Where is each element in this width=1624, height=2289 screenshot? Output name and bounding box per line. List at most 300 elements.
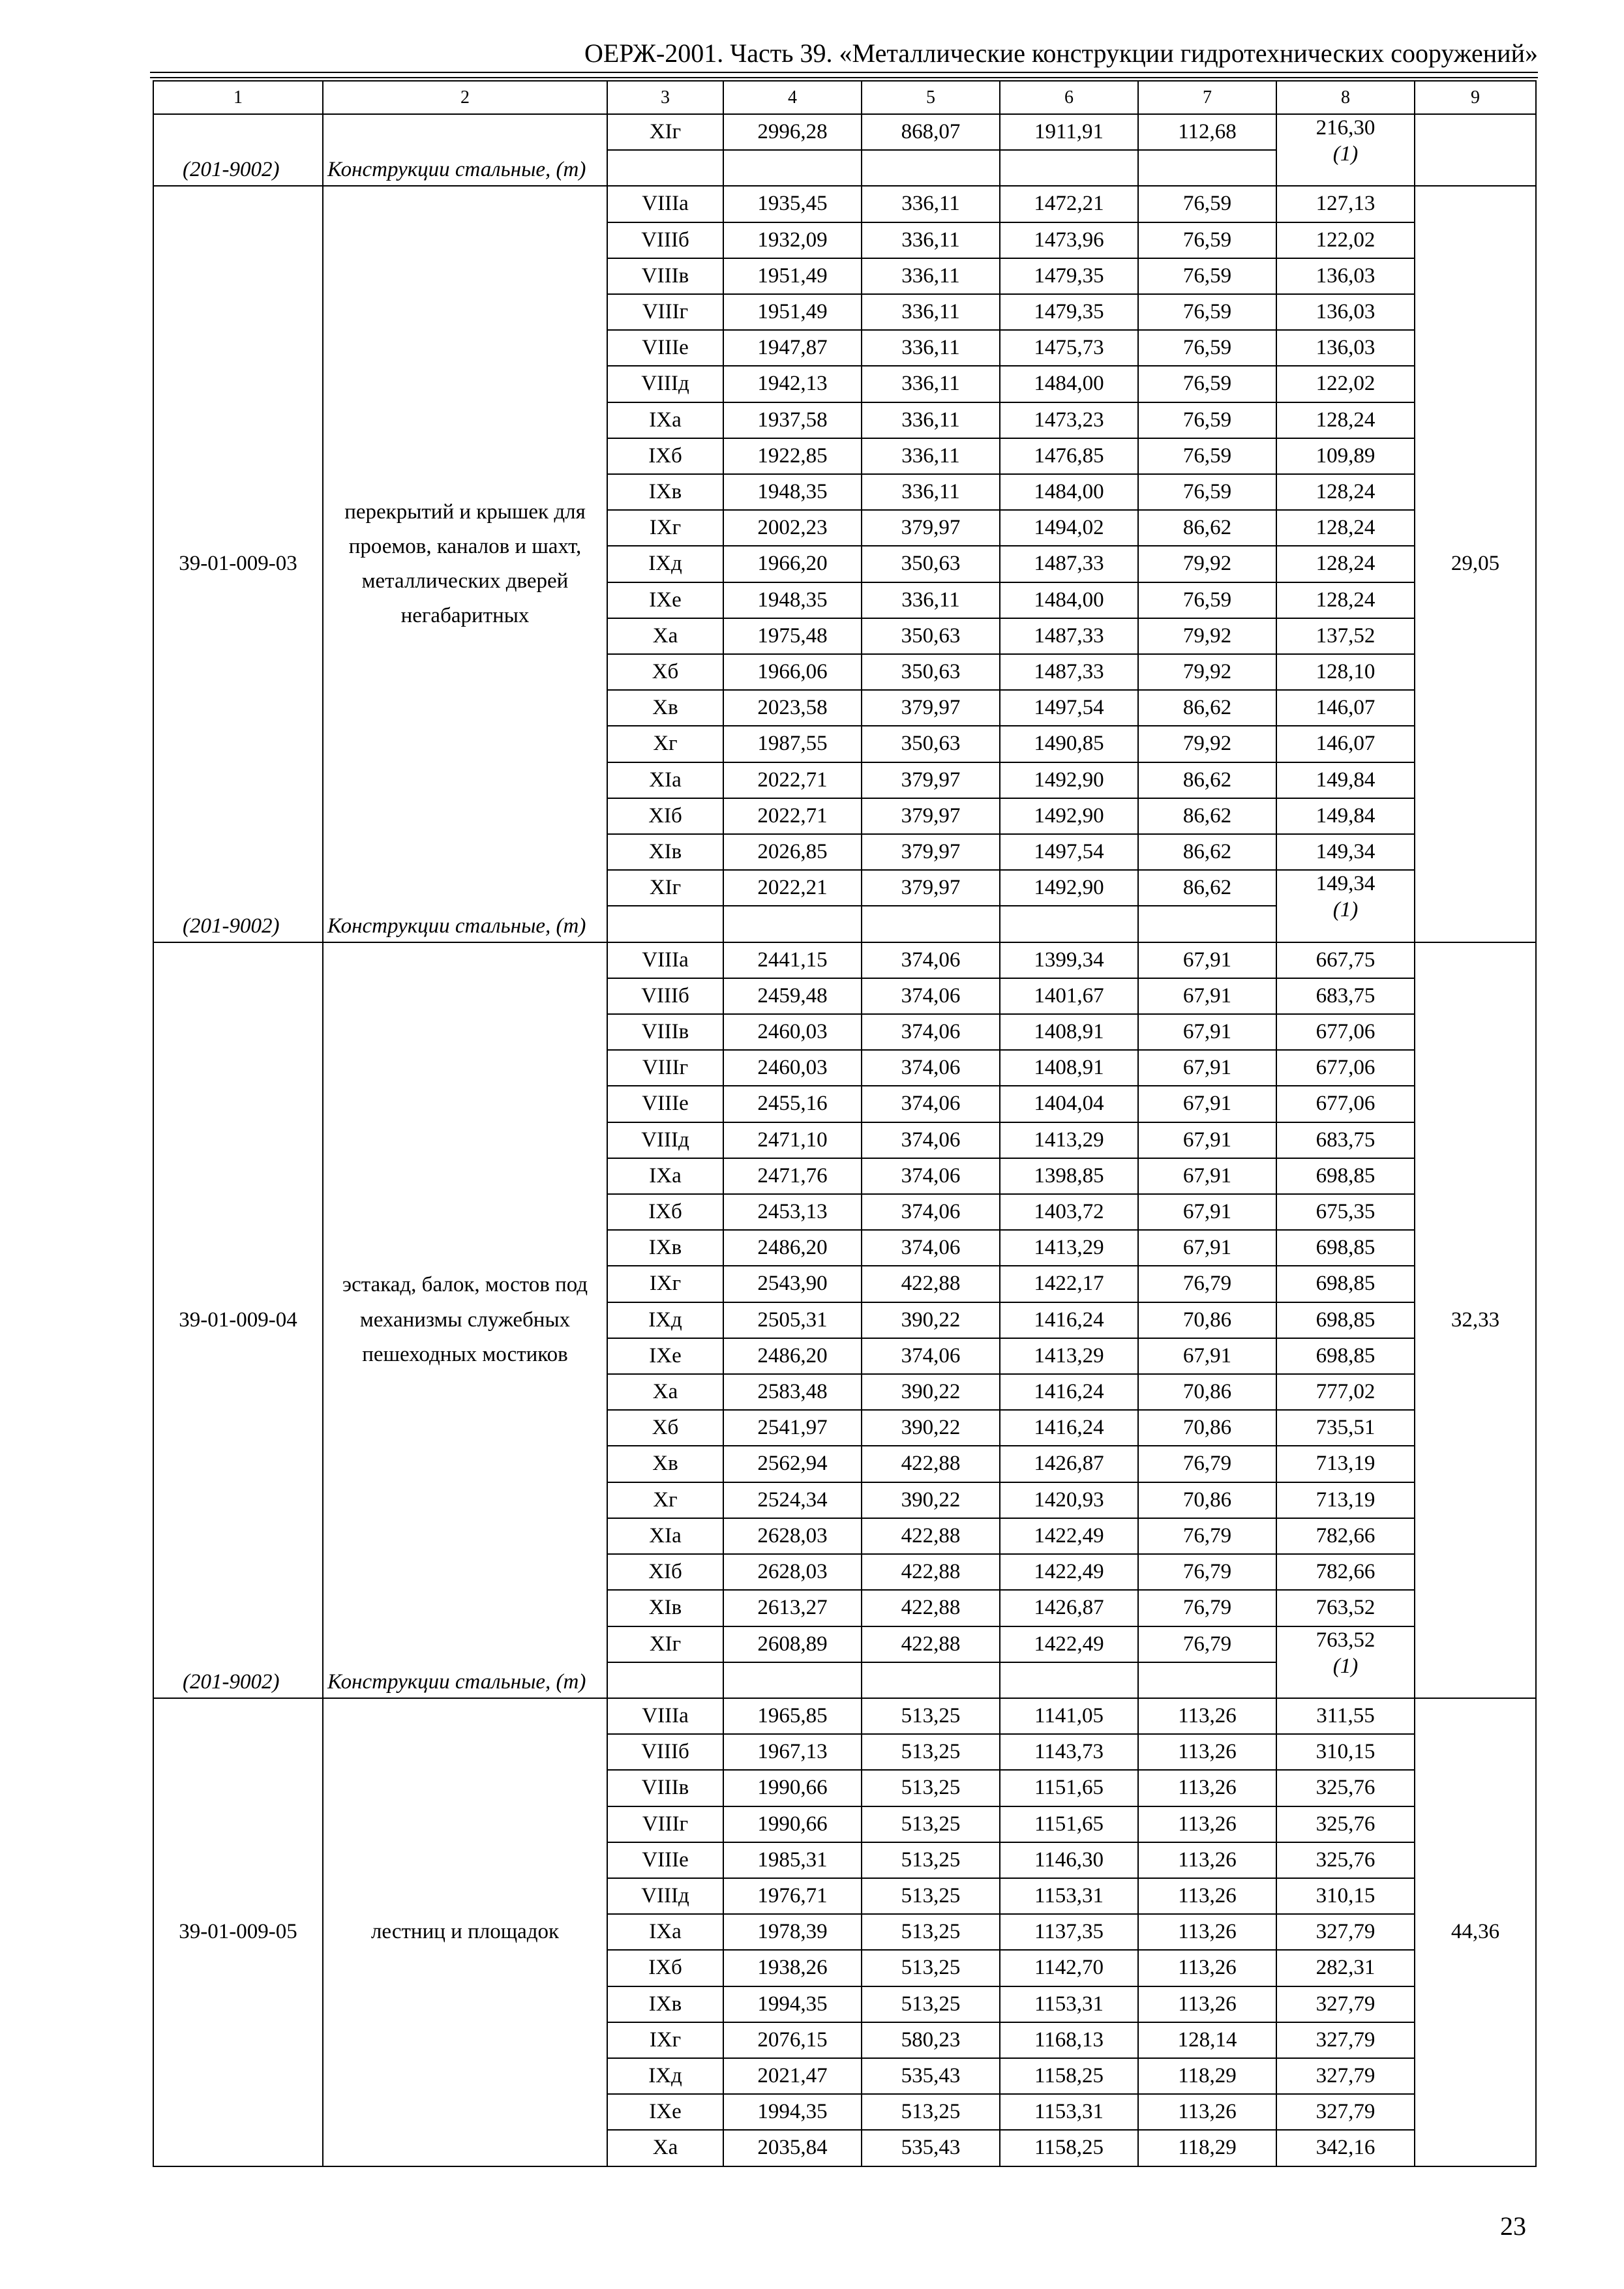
rate-code: 39-01-009-04 <box>179 1308 297 1332</box>
value-cell-c4: 2996,28 <box>723 114 862 150</box>
value-cell-c6: 1490,85 <box>1000 726 1138 762</box>
page-header-title: ОЕРЖ-2001. Часть 39. «Металлические конструкции гидротехнических сооружений» <box>584 38 1538 68</box>
value-cell-c8: 698,85 <box>1276 1158 1415 1194</box>
zone-cell: VIIIв <box>607 258 723 294</box>
header-rule-bottom <box>150 77 1538 78</box>
zone-cell: IXб <box>607 1950 723 1986</box>
value-cell-c8: 122,02 <box>1276 222 1415 258</box>
value-cell-c4: 2613,27 <box>723 1590 862 1626</box>
value-cell-c4: 2460,03 <box>723 1050 862 1086</box>
empty-cell <box>1138 906 1276 942</box>
value-cell-c7: 76,59 <box>1138 330 1276 366</box>
value-cell-c5: 350,63 <box>862 654 1000 690</box>
zone-cell: VIIIв <box>607 1014 723 1050</box>
zone-cell: IXв <box>607 1986 723 2022</box>
value-cell-c8: 683,75 <box>1276 978 1415 1014</box>
value-cell-c8: 698,85 <box>1276 1338 1415 1374</box>
extra-value-cell <box>1415 114 1536 186</box>
value-cell-c8: 677,06 <box>1276 1014 1415 1050</box>
column-number: 5 <box>862 81 1000 114</box>
value-cell-c5: 513,25 <box>862 2094 1000 2130</box>
value-cell-c7: 76,59 <box>1138 474 1276 510</box>
empty-cell <box>723 1662 862 1698</box>
value-cell-c8: 149,34 <box>1276 834 1415 870</box>
zone-cell: Xг <box>607 726 723 762</box>
value-cell-c5: 374,06 <box>862 942 1000 978</box>
zone-cell: VIIIа <box>607 1698 723 1734</box>
value-cell-c5: 535,43 <box>862 2130 1000 2166</box>
value-cell-c6: 1492,90 <box>1000 870 1138 906</box>
value-cell-c6: 1408,91 <box>1000 1014 1138 1050</box>
value-cell-c5: 350,63 <box>862 618 1000 654</box>
zone-cell: VIIIе <box>607 1086 723 1122</box>
value-cell-c8: 325,76 <box>1276 1770 1415 1806</box>
value-cell-c4: 1994,35 <box>723 1986 862 2022</box>
value-cell-c4: 2541,97 <box>723 1410 862 1446</box>
value-cell-c4: 2022,71 <box>723 762 862 798</box>
resource-code: (201-9002) <box>183 914 280 938</box>
value-cell-c8: 128,24 <box>1276 402 1415 438</box>
value-cell-c5: 336,11 <box>862 222 1000 258</box>
value-cell-c5: 513,25 <box>862 1878 1000 1914</box>
zone-cell: VIIIе <box>607 330 723 366</box>
value-cell-c5: 379,97 <box>862 762 1000 798</box>
value-cell-c7: 67,91 <box>1138 942 1276 978</box>
value-cell-c4: 2583,48 <box>723 1374 862 1410</box>
column-number: 9 <box>1415 81 1536 114</box>
zone-cell: VIIIд <box>607 366 723 402</box>
resource-code: (201-9002) <box>183 1669 280 1694</box>
column-number: 6 <box>1000 81 1138 114</box>
value-cell-c4: 1965,85 <box>723 1698 862 1734</box>
value-cell-c4: 1951,49 <box>723 258 862 294</box>
zone-cell: VIIIе <box>607 1842 723 1878</box>
work-name: эстакад, балок, мостов под механизмы служебных пешеходных мостиков <box>342 1273 588 1366</box>
zone-cell: Xа <box>607 1374 723 1410</box>
value-cell-c4: 2460,03 <box>723 1014 862 1050</box>
value-cell-c8: 146,07 <box>1276 690 1415 726</box>
value-c8: 149,34 <box>1316 872 1376 896</box>
work-name-cell <box>323 186 607 942</box>
value-cell-c4: 2628,03 <box>723 1554 862 1590</box>
zone-cell: IXг <box>607 1266 723 1302</box>
zone-cell: IXе <box>607 582 723 618</box>
value-cell-c5: 374,06 <box>862 1050 1000 1086</box>
value-cell-c4: 1975,48 <box>723 618 862 654</box>
zone-cell: IXд <box>607 1302 723 1338</box>
value-cell-c5: 336,11 <box>862 402 1000 438</box>
rate-code: 39-01-009-03 <box>179 552 297 576</box>
zone-cell: VIIIв <box>607 1770 723 1806</box>
rates-table <box>153 80 1537 2167</box>
value-cell-c5: 374,06 <box>862 1014 1000 1050</box>
value-cell-c6: 1492,90 <box>1000 798 1138 834</box>
work-name-cell <box>323 114 607 186</box>
zone-cell: Xб <box>607 1410 723 1446</box>
value-cell-c5: 580,23 <box>862 2022 1000 2058</box>
resource-name: Конструкции стальные, (т) <box>327 158 586 182</box>
value-cell-c6: 1399,34 <box>1000 942 1138 978</box>
value-cell-c7: 86,62 <box>1138 834 1276 870</box>
value-cell-c6: 1413,29 <box>1000 1338 1138 1374</box>
value-cell-c7: 76,79 <box>1138 1518 1276 1554</box>
value-cell-c6: 1494,02 <box>1000 510 1138 546</box>
column-number: 7 <box>1138 81 1276 114</box>
value-cell-c5: 374,06 <box>862 1086 1000 1122</box>
extra-value-cell: 44,36 <box>1415 1698 1536 2166</box>
value-cell-c4: 2076,15 <box>723 2022 862 2058</box>
value-cell-c6: 1426,87 <box>1000 1590 1138 1626</box>
value-cell-c4: 1937,58 <box>723 402 862 438</box>
value-cell-c4: 2543,90 <box>723 1266 862 1302</box>
value-cell-c6: 1416,24 <box>1000 1374 1138 1410</box>
value-cell-c5: 422,88 <box>862 1446 1000 1482</box>
value-cell-c6: 1141,05 <box>1000 1698 1138 1734</box>
value-cell-c4: 2002,23 <box>723 510 862 546</box>
value-cell-c5: 513,25 <box>862 1698 1000 1734</box>
value-cell-c4: 2608,89 <box>723 1626 862 1662</box>
resource-name: Конструкции стальные, (т) <box>327 914 586 938</box>
value-cell-c4: 2562,94 <box>723 1446 862 1482</box>
value-cell-c6: 1143,73 <box>1000 1734 1138 1770</box>
value-cell-c8: 137,52 <box>1276 618 1415 654</box>
value-cell-c6: 1416,24 <box>1000 1302 1138 1338</box>
value-cell-c8: 342,16 <box>1276 2130 1415 2166</box>
value-cell-c7: 76,79 <box>1138 1446 1276 1482</box>
value-cell-c7: 118,29 <box>1138 2130 1276 2166</box>
empty-cell <box>1000 150 1138 186</box>
value-cell-c8: 698,85 <box>1276 1230 1415 1266</box>
value-cell-c8: 327,79 <box>1276 2094 1415 2130</box>
value-cell-c7: 76,79 <box>1138 1626 1276 1662</box>
value-cell-c6: 1484,00 <box>1000 582 1138 618</box>
value-cell-c8: 146,07 <box>1276 726 1415 762</box>
value-cell-c4: 1947,87 <box>723 330 862 366</box>
resource-qty: (1) <box>1332 1654 1359 1678</box>
empty-cell <box>862 906 1000 942</box>
resource-qty: (1) <box>1332 142 1359 166</box>
empty-cell <box>607 906 723 942</box>
value-cell-c6: 1422,49 <box>1000 1518 1138 1554</box>
value-cell-c6: 1479,35 <box>1000 258 1138 294</box>
value-cell-c6: 1487,33 <box>1000 654 1138 690</box>
value-cell-c8: 128,24 <box>1276 546 1415 582</box>
value-cell-c8: 327,79 <box>1276 1986 1415 2022</box>
value-cell-c7: 79,92 <box>1138 618 1276 654</box>
value-cell-c7: 79,92 <box>1138 654 1276 690</box>
zone-cell: VIIIа <box>607 942 723 978</box>
value-cell-c5: 336,11 <box>862 258 1000 294</box>
value-cell-c6: 1479,35 <box>1000 294 1138 330</box>
resource-code: (201-9002) <box>183 158 280 182</box>
value-cell-c8: 128,24 <box>1276 582 1415 618</box>
zone-cell: XIв <box>607 1590 723 1626</box>
value-cell-c7: 79,92 <box>1138 726 1276 762</box>
header-rule-top <box>150 72 1538 73</box>
zone-cell: Xб <box>607 654 723 690</box>
zone-cell: Xг <box>607 1482 723 1518</box>
value-cell-c7: 76,59 <box>1138 402 1276 438</box>
value-cell-c4: 2022,71 <box>723 798 862 834</box>
zone-cell: IXг <box>607 510 723 546</box>
value-cell-c7: 76,59 <box>1138 438 1276 474</box>
zone-cell: VIIIб <box>607 222 723 258</box>
value-cell-c6: 1416,24 <box>1000 1410 1138 1446</box>
column-number: 4 <box>723 81 862 114</box>
value-cell-c6: 1137,35 <box>1000 1914 1138 1950</box>
value-cell-c4: 1948,35 <box>723 474 862 510</box>
value-cell-c7: 113,26 <box>1138 1950 1276 1986</box>
value-cell-c5: 390,22 <box>862 1482 1000 1518</box>
value-cell-c7: 67,91 <box>1138 1338 1276 1374</box>
value-cell-c5: 513,25 <box>862 1986 1000 2022</box>
value-cell-c5: 513,25 <box>862 1842 1000 1878</box>
value-cell-c8: 698,85 <box>1276 1302 1415 1338</box>
value-cell-c5: 374,06 <box>862 1230 1000 1266</box>
value-cell-c8: 310,15 <box>1276 1734 1415 1770</box>
value-cell-c7: 76,59 <box>1138 366 1276 402</box>
value-cell-c8: 782,66 <box>1276 1554 1415 1590</box>
resource-qty: (1) <box>1332 898 1359 922</box>
value-cell-c6: 1158,25 <box>1000 2058 1138 2094</box>
value-cell-c5: 379,97 <box>862 798 1000 834</box>
value-cell-c5: 379,97 <box>862 834 1000 870</box>
zone-cell: XIг <box>607 114 723 150</box>
value-cell-c5: 374,06 <box>862 1122 1000 1158</box>
column-number: 1 <box>153 81 323 114</box>
value-cell-c7: 67,91 <box>1138 978 1276 1014</box>
value-cell-c7: 70,86 <box>1138 1482 1276 1518</box>
value-cell-c6: 1472,21 <box>1000 186 1138 222</box>
value-cell-c5: 374,06 <box>862 1158 1000 1194</box>
value-cell-c6: 1487,33 <box>1000 546 1138 582</box>
work-name: лестниц и площадок <box>370 1920 560 1944</box>
value-cell-c7: 86,62 <box>1138 798 1276 834</box>
work-name-cell <box>323 942 607 1698</box>
value-cell-c4: 2035,84 <box>723 2130 862 2166</box>
value-cell-c4: 1985,31 <box>723 1842 862 1878</box>
zone-cell: IXа <box>607 402 723 438</box>
value-cell-c4: 2022,21 <box>723 870 862 906</box>
table-row <box>153 942 1536 978</box>
value-cell-c6: 1158,25 <box>1000 2130 1138 2166</box>
value-cell-c8: 127,13 <box>1276 186 1415 222</box>
value-cell-c5: 379,97 <box>862 870 1000 906</box>
value-cell-c7: 86,62 <box>1138 870 1276 906</box>
value-cell-c8 <box>1276 870 1415 942</box>
value-cell-c4: 2486,20 <box>723 1230 862 1266</box>
rate-code-cell <box>153 186 323 942</box>
value-c8: 216,30 <box>1316 116 1376 140</box>
zone-cell: XIг <box>607 1626 723 1662</box>
value-cell-c7: 112,68 <box>1138 114 1276 150</box>
value-cell-c5: 379,97 <box>862 690 1000 726</box>
value-cell-c8: 325,76 <box>1276 1806 1415 1842</box>
work-name-cell <box>323 1698 607 2166</box>
value-cell-c7: 76,59 <box>1138 222 1276 258</box>
value-cell-c8: 735,51 <box>1276 1410 1415 1446</box>
value-cell-c6: 1153,31 <box>1000 2094 1138 2130</box>
value-cell-c4: 1938,26 <box>723 1950 862 1986</box>
value-cell-c4: 1935,45 <box>723 186 862 222</box>
value-cell-c6: 1497,54 <box>1000 834 1138 870</box>
value-cell-c5: 350,63 <box>862 726 1000 762</box>
value-cell-c7: 86,62 <box>1138 762 1276 798</box>
zone-cell: VIIIд <box>607 1122 723 1158</box>
zone-cell: IXв <box>607 1230 723 1266</box>
empty-cell <box>723 150 862 186</box>
value-cell-c5: 390,22 <box>862 1374 1000 1410</box>
value-cell-c7: 86,62 <box>1138 690 1276 726</box>
value-cell-c5: 513,25 <box>862 1806 1000 1842</box>
value-cell-c7: 128,14 <box>1138 2022 1276 2058</box>
resource-name: Конструкции стальные, (т) <box>327 1669 586 1694</box>
zone-cell: IXа <box>607 1158 723 1194</box>
value-cell-c6: 1492,90 <box>1000 762 1138 798</box>
value-cell-c8: 327,79 <box>1276 2022 1415 2058</box>
value-cell-c4: 2441,15 <box>723 942 862 978</box>
value-cell-c8: 282,31 <box>1276 1950 1415 1986</box>
extra-value-cell: 32,33 <box>1415 942 1536 1698</box>
zone-cell: Xа <box>607 618 723 654</box>
value-cell-c8: 713,19 <box>1276 1446 1415 1482</box>
value-cell-c5: 336,11 <box>862 582 1000 618</box>
value-cell-c4: 2471,10 <box>723 1122 862 1158</box>
zone-cell: VIIIг <box>607 1806 723 1842</box>
value-cell-c7: 67,91 <box>1138 1122 1276 1158</box>
value-cell-c6: 1497,54 <box>1000 690 1138 726</box>
value-cell-c6: 1473,96 <box>1000 222 1138 258</box>
value-cell-c7: 76,59 <box>1138 258 1276 294</box>
value-cell-c6: 1151,65 <box>1000 1806 1138 1842</box>
column-number-row <box>153 81 1536 114</box>
value-cell-c4: 1994,35 <box>723 2094 862 2130</box>
value-cell-c8: 327,79 <box>1276 1914 1415 1950</box>
value-cell-c4: 2459,48 <box>723 978 862 1014</box>
value-cell-c4: 1966,06 <box>723 654 862 690</box>
value-cell-c8: 777,02 <box>1276 1374 1415 1410</box>
column-number: 3 <box>607 81 723 114</box>
value-cell-c5: 374,06 <box>862 1338 1000 1374</box>
value-cell-c4: 2021,47 <box>723 2058 862 2094</box>
value-cell-c7: 70,86 <box>1138 1302 1276 1338</box>
value-cell-c4: 2524,34 <box>723 1482 862 1518</box>
value-cell-c8: 677,06 <box>1276 1086 1415 1122</box>
rate-code-cell <box>153 1698 323 2166</box>
value-cell-c5: 868,07 <box>862 114 1000 150</box>
value-cell-c6: 1911,91 <box>1000 114 1138 150</box>
zone-cell: VIIIа <box>607 186 723 222</box>
empty-cell <box>723 906 862 942</box>
value-cell-c5: 513,25 <box>862 1770 1000 1806</box>
value-cell-c7: 67,91 <box>1138 1230 1276 1266</box>
value-cell-c8: 675,35 <box>1276 1194 1415 1230</box>
value-cell-c7: 86,62 <box>1138 510 1276 546</box>
value-cell-c5: 422,88 <box>862 1554 1000 1590</box>
rate-code: 39-01-009-05 <box>179 1920 297 1944</box>
value-cell-c4: 2455,16 <box>723 1086 862 1122</box>
value-cell-c4: 1951,49 <box>723 294 862 330</box>
column-number: 8 <box>1276 81 1415 114</box>
value-cell-c4: 1966,20 <box>723 546 862 582</box>
zone-cell: VIIIг <box>607 294 723 330</box>
value-cell-c8: 109,89 <box>1276 438 1415 474</box>
value-cell-c7: 67,91 <box>1138 1050 1276 1086</box>
zone-cell: VIIIб <box>607 1734 723 1770</box>
value-cell-c4: 2453,13 <box>723 1194 862 1230</box>
zone-cell: VIIIд <box>607 1878 723 1914</box>
value-cell-c6: 1426,87 <box>1000 1446 1138 1482</box>
page-number: 23 <box>1500 2211 1526 2241</box>
value-cell-c6: 1408,91 <box>1000 1050 1138 1086</box>
value-cell-c6: 1404,04 <box>1000 1086 1138 1122</box>
empty-cell <box>607 150 723 186</box>
value-cell-c5: 422,88 <box>862 1590 1000 1626</box>
value-cell-c5: 374,06 <box>862 978 1000 1014</box>
value-cell-c5: 422,88 <box>862 1626 1000 1662</box>
value-cell-c8: 327,79 <box>1276 2058 1415 2094</box>
value-cell-c7: 67,91 <box>1138 1086 1276 1122</box>
value-cell-c8: 128,10 <box>1276 654 1415 690</box>
value-cell-c8: 311,55 <box>1276 1698 1415 1734</box>
empty-cell <box>1000 906 1138 942</box>
value-cell-c5: 422,88 <box>862 1266 1000 1302</box>
zone-cell: XIа <box>607 1518 723 1554</box>
value-cell-c7: 113,26 <box>1138 1698 1276 1734</box>
value-cell-c7: 67,91 <box>1138 1158 1276 1194</box>
value-cell-c4: 1990,66 <box>723 1770 862 1806</box>
value-cell-c6: 1422,17 <box>1000 1266 1138 1302</box>
value-cell-c6: 1422,49 <box>1000 1626 1138 1662</box>
table-row <box>153 1698 1536 1734</box>
value-cell-c7: 70,86 <box>1138 1410 1276 1446</box>
zone-cell: Xв <box>607 690 723 726</box>
value-cell-c8: 713,19 <box>1276 1482 1415 1518</box>
value-cell-c7: 113,26 <box>1138 1914 1276 1950</box>
empty-cell <box>862 1662 1000 1698</box>
value-cell-c4: 2486,20 <box>723 1338 862 1374</box>
value-cell-c6: 1403,72 <box>1000 1194 1138 1230</box>
value-cell-c7: 76,79 <box>1138 1266 1276 1302</box>
value-cell-c8: 136,03 <box>1276 258 1415 294</box>
zone-cell: IXг <box>607 2022 723 2058</box>
value-cell-c4: 2505,31 <box>723 1302 862 1338</box>
value-cell-c8: 149,84 <box>1276 762 1415 798</box>
empty-cell <box>1000 1662 1138 1698</box>
value-cell-c5: 350,63 <box>862 546 1000 582</box>
value-cell-c6: 1476,85 <box>1000 438 1138 474</box>
value-cell-c6: 1151,65 <box>1000 1770 1138 1806</box>
value-cell-c5: 379,97 <box>862 510 1000 546</box>
value-cell-c7: 70,86 <box>1138 1374 1276 1410</box>
value-cell-c4: 1932,09 <box>723 222 862 258</box>
value-cell-c4: 1948,35 <box>723 582 862 618</box>
value-cell-c5: 336,11 <box>862 474 1000 510</box>
value-cell-c4: 2023,58 <box>723 690 862 726</box>
value-cell-c5: 374,06 <box>862 1194 1000 1230</box>
value-cell-c4: 1990,66 <box>723 1806 862 1842</box>
value-cell-c8: 310,15 <box>1276 1878 1415 1914</box>
zone-cell: XIб <box>607 798 723 834</box>
zone-cell: IXа <box>607 1914 723 1950</box>
value-cell-c6: 1413,29 <box>1000 1230 1138 1266</box>
value-cell-c8: 149,84 <box>1276 798 1415 834</box>
value-cell-c5: 336,11 <box>862 294 1000 330</box>
value-cell-c4: 2628,03 <box>723 1518 862 1554</box>
value-cell-c7: 118,29 <box>1138 2058 1276 2094</box>
rate-code-cell <box>153 942 323 1698</box>
value-cell-c6: 1153,31 <box>1000 1986 1138 2022</box>
